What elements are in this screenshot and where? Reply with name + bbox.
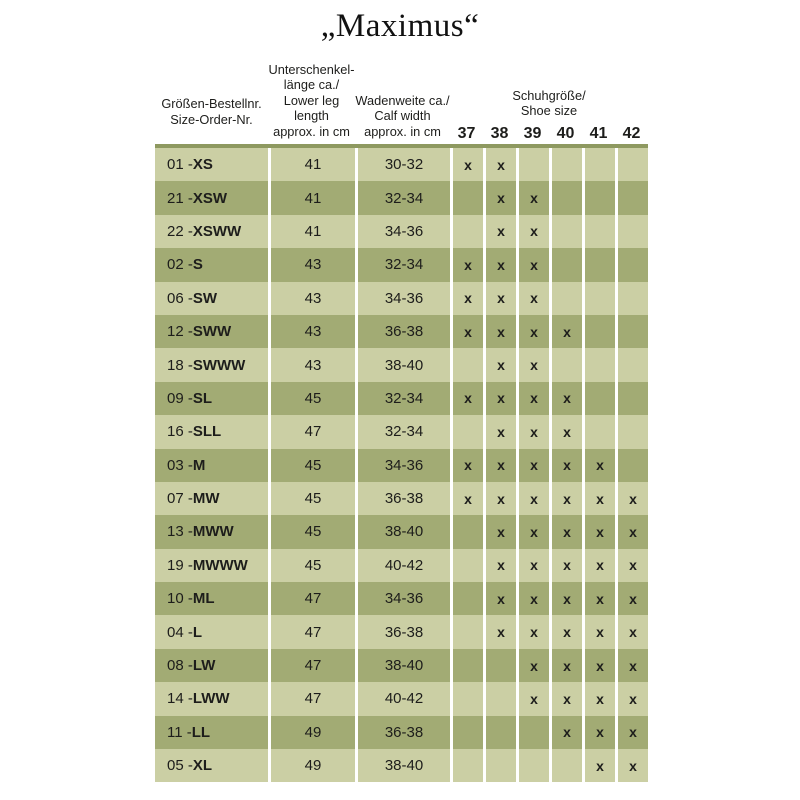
- calf-width-cell: 32-34: [355, 415, 450, 448]
- table-row: [155, 181, 648, 214]
- empty-shoe-cell: [450, 615, 483, 648]
- x-mark-cell: x: [516, 215, 549, 248]
- empty-shoe-cell: [582, 382, 615, 415]
- calf-width-cell: 34-36: [355, 449, 450, 482]
- x-mark-cell: x: [549, 549, 582, 582]
- leg-length-cell: 43: [268, 282, 355, 315]
- x-mark-cell: x: [516, 482, 549, 515]
- x-mark-cell: x: [549, 382, 582, 415]
- x-mark-cell: x: [549, 682, 582, 715]
- x-mark-cell: x: [483, 315, 516, 348]
- x-mark-cell: x: [549, 649, 582, 682]
- leg-length-cell: 43: [268, 248, 355, 281]
- shoe-size-38: 38: [490, 124, 509, 142]
- size-order-cell: [155, 482, 268, 515]
- size-code: MWWW: [192, 556, 248, 574]
- calf-width-cell: 36-38: [355, 482, 450, 515]
- calf-width-cell: 38-40: [355, 749, 450, 782]
- leg-length-cell: 47: [268, 615, 355, 648]
- empty-shoe-cell: [549, 248, 582, 281]
- calf-width-cell: 30-32: [355, 148, 450, 181]
- x-mark-cell: x: [582, 615, 615, 648]
- empty-shoe-cell: [450, 515, 483, 548]
- x-mark-cell: x: [516, 682, 549, 715]
- table-row: [155, 682, 648, 715]
- empty-shoe-cell: [582, 181, 615, 214]
- empty-shoe-cell: [615, 148, 648, 181]
- x-mark-cell: x: [483, 615, 516, 648]
- size-code: MWW: [192, 523, 234, 541]
- size-order-cell: [155, 449, 268, 482]
- table-header: [155, 60, 648, 144]
- x-mark-cell: x: [582, 582, 615, 615]
- empty-shoe-cell: [450, 415, 483, 448]
- calf-width-cell: 36-38: [355, 315, 450, 348]
- empty-shoe-cell: [582, 282, 615, 315]
- size-order-cell: [155, 382, 268, 415]
- x-mark-cell: x: [450, 148, 483, 181]
- table-row: [155, 415, 648, 448]
- empty-shoe-cell: [582, 348, 615, 381]
- empty-shoe-cell: [450, 215, 483, 248]
- size-code: XSWW: [192, 222, 242, 240]
- order-number: 05 -: [167, 757, 193, 775]
- order-number: 22 -: [167, 222, 193, 240]
- calf-width-cell: 40-42: [355, 682, 450, 715]
- calf-width-cell: 34-36: [355, 582, 450, 615]
- x-mark-cell: x: [516, 315, 549, 348]
- table-row: [155, 482, 648, 515]
- size-order-cell: [155, 215, 268, 248]
- empty-shoe-cell: [615, 282, 648, 315]
- order-number: 21 -: [167, 189, 193, 207]
- size-order-cell: [155, 348, 268, 381]
- x-mark-cell: x: [483, 582, 516, 615]
- column-header-shoe-size-group: [450, 88, 648, 145]
- size-order-cell: [155, 148, 268, 181]
- shoe-size-40: 40: [556, 124, 575, 142]
- x-mark-cell: x: [516, 382, 549, 415]
- order-number: 12 -: [167, 323, 193, 341]
- page-title: „Maximus“: [320, 8, 480, 44]
- empty-shoe-cell: [549, 348, 582, 381]
- table-row: [155, 348, 648, 381]
- x-mark-cell: x: [582, 482, 615, 515]
- size-order-cell: [155, 615, 268, 648]
- leg-length-cell: 47: [268, 582, 355, 615]
- column-header-size-order: Größen-Bestellnr. Size-Order-Nr.: [161, 96, 262, 127]
- leg-length-cell: 41: [268, 215, 355, 248]
- table-row: [155, 449, 648, 482]
- x-mark-cell: x: [483, 382, 516, 415]
- empty-shoe-cell: [516, 716, 549, 749]
- size-code: SW: [192, 289, 218, 307]
- empty-shoe-cell: [483, 716, 516, 749]
- calf-width-cell: 38-40: [355, 515, 450, 548]
- order-number: 03 -: [167, 456, 193, 474]
- empty-shoe-cell: [615, 348, 648, 381]
- x-mark-cell: x: [450, 282, 483, 315]
- order-number: 18 -: [167, 356, 193, 374]
- x-mark-cell: x: [582, 749, 615, 782]
- size-code: SLL: [192, 423, 222, 441]
- leg-length-cell: 45: [268, 549, 355, 582]
- x-mark-cell: x: [483, 549, 516, 582]
- table-row: [155, 282, 648, 315]
- leg-length-cell: 41: [268, 181, 355, 214]
- x-mark-cell: x: [516, 415, 549, 448]
- x-mark-cell: x: [516, 348, 549, 381]
- order-number: 04 -: [167, 623, 193, 641]
- x-mark-cell: x: [549, 449, 582, 482]
- empty-shoe-cell: [615, 181, 648, 214]
- shoe-size-label: Schuhgröße/ Shoe size: [512, 87, 586, 118]
- x-mark-cell: x: [483, 482, 516, 515]
- shoe-size-42: 42: [622, 124, 641, 142]
- x-mark-cell: x: [582, 682, 615, 715]
- column-header-lower-leg-length: Unterschenkel- länge ca./ Lower leg length approx. in cm: [268, 61, 355, 139]
- empty-shoe-cell: [549, 148, 582, 181]
- size-code: S: [192, 256, 203, 274]
- x-mark-cell: x: [483, 515, 516, 548]
- empty-shoe-cell: [450, 181, 483, 214]
- table-row: [155, 649, 648, 682]
- x-mark-cell: x: [450, 382, 483, 415]
- x-mark-cell: x: [549, 482, 582, 515]
- size-table-body: [155, 148, 648, 782]
- order-number: 02 -: [167, 256, 193, 274]
- size-code: MW: [192, 490, 220, 508]
- empty-shoe-cell: [450, 348, 483, 381]
- size-code: SL: [192, 389, 213, 407]
- leg-length-cell: 45: [268, 382, 355, 415]
- x-mark-cell: x: [450, 482, 483, 515]
- x-mark-cell: x: [450, 248, 483, 281]
- size-order-cell: [155, 282, 268, 315]
- size-order-cell: [155, 682, 268, 715]
- calf-width-cell: 34-36: [355, 282, 450, 315]
- order-number: 14 -: [167, 690, 193, 708]
- x-mark-cell: x: [450, 315, 483, 348]
- empty-shoe-cell: [582, 415, 615, 448]
- size-order-cell: [155, 248, 268, 281]
- size-order-cell: [155, 749, 268, 782]
- empty-shoe-cell: [549, 282, 582, 315]
- table-row: [155, 716, 648, 749]
- empty-shoe-cell: [582, 148, 615, 181]
- x-mark-cell: x: [483, 248, 516, 281]
- x-mark-cell: x: [582, 649, 615, 682]
- x-mark-cell: x: [582, 515, 615, 548]
- order-number: 06 -: [167, 289, 193, 307]
- empty-shoe-cell: [615, 215, 648, 248]
- order-number: 13 -: [167, 523, 193, 541]
- empty-shoe-cell: [450, 716, 483, 749]
- table-row: [155, 549, 648, 582]
- x-mark-cell: x: [516, 449, 549, 482]
- x-mark-cell: x: [615, 549, 648, 582]
- size-code: M: [192, 456, 206, 474]
- calf-width-cell: 40-42: [355, 549, 450, 582]
- leg-length-cell: 45: [268, 449, 355, 482]
- x-mark-cell: x: [483, 348, 516, 381]
- shoe-size-41: 41: [589, 124, 608, 142]
- leg-length-cell: 43: [268, 348, 355, 381]
- order-number: 09 -: [167, 389, 193, 407]
- empty-shoe-cell: [516, 148, 549, 181]
- x-mark-cell: x: [516, 582, 549, 615]
- empty-shoe-cell: [483, 682, 516, 715]
- x-mark-cell: x: [549, 415, 582, 448]
- size-order-cell: [155, 181, 268, 214]
- order-number: 16 -: [167, 423, 193, 441]
- size-order-cell: [155, 315, 268, 348]
- leg-length-cell: 47: [268, 649, 355, 682]
- leg-length-cell: 47: [268, 415, 355, 448]
- calf-width-cell: 38-40: [355, 649, 450, 682]
- x-mark-cell: x: [549, 582, 582, 615]
- leg-length-cell: 45: [268, 515, 355, 548]
- order-number: 01 -: [167, 156, 193, 174]
- size-code: XS: [192, 156, 213, 174]
- x-mark-cell: x: [549, 515, 582, 548]
- empty-shoe-cell: [450, 582, 483, 615]
- order-number: 11 -: [167, 723, 192, 741]
- x-mark-cell: x: [615, 515, 648, 548]
- empty-shoe-cell: [615, 382, 648, 415]
- x-mark-cell: x: [615, 615, 648, 648]
- empty-shoe-cell: [516, 749, 549, 782]
- x-mark-cell: x: [615, 749, 648, 782]
- calf-width-cell: 32-34: [355, 181, 450, 214]
- calf-width-cell: 32-34: [355, 382, 450, 415]
- empty-shoe-cell: [582, 215, 615, 248]
- table-row: [155, 515, 648, 548]
- shoe-size-37: 37: [457, 124, 476, 142]
- empty-shoe-cell: [450, 549, 483, 582]
- x-mark-cell: x: [615, 716, 648, 749]
- size-order-cell: [155, 549, 268, 582]
- empty-shoe-cell: [615, 248, 648, 281]
- leg-length-cell: 47: [268, 682, 355, 715]
- table-row: [155, 749, 648, 782]
- x-mark-cell: x: [483, 415, 516, 448]
- x-mark-cell: x: [516, 282, 549, 315]
- x-mark-cell: x: [516, 248, 549, 281]
- order-number: 08 -: [167, 657, 193, 675]
- order-number: 19 -: [167, 556, 193, 574]
- table-row: [155, 215, 648, 248]
- leg-length-cell: 43: [268, 315, 355, 348]
- size-code: LL: [191, 723, 211, 741]
- empty-shoe-cell: [549, 749, 582, 782]
- x-mark-cell: x: [582, 449, 615, 482]
- x-mark-cell: x: [516, 615, 549, 648]
- size-order-cell: [155, 415, 268, 448]
- x-mark-cell: x: [483, 148, 516, 181]
- x-mark-cell: x: [549, 615, 582, 648]
- calf-width-cell: 38-40: [355, 348, 450, 381]
- calf-width-cell: 34-36: [355, 215, 450, 248]
- empty-shoe-cell: [450, 682, 483, 715]
- order-number: 10 -: [167, 590, 193, 608]
- leg-length-cell: 41: [268, 148, 355, 181]
- size-order-cell: [155, 716, 268, 749]
- x-mark-cell: x: [516, 549, 549, 582]
- shoe-size-39: 39: [523, 124, 542, 142]
- shoe-size-numbers: [450, 126, 648, 145]
- table-row: [155, 315, 648, 348]
- size-code: XSW: [192, 189, 228, 207]
- empty-shoe-cell: [615, 315, 648, 348]
- empty-shoe-cell: [582, 248, 615, 281]
- x-mark-cell: x: [549, 315, 582, 348]
- empty-shoe-cell: [582, 315, 615, 348]
- size-code: ML: [192, 590, 215, 608]
- x-mark-cell: x: [582, 549, 615, 582]
- x-mark-cell: x: [516, 649, 549, 682]
- table-row: [155, 148, 648, 181]
- x-mark-cell: x: [615, 682, 648, 715]
- size-code: LWW: [192, 690, 230, 708]
- size-code: L: [192, 623, 203, 641]
- order-number: 07 -: [167, 490, 193, 508]
- empty-shoe-cell: [450, 749, 483, 782]
- calf-width-cell: 32-34: [355, 248, 450, 281]
- leg-length-cell: 45: [268, 482, 355, 515]
- x-mark-cell: x: [615, 649, 648, 682]
- table-row: [155, 382, 648, 415]
- leg-length-cell: 49: [268, 716, 355, 749]
- x-mark-cell: x: [483, 449, 516, 482]
- empty-shoe-cell: [483, 749, 516, 782]
- size-code: SWW: [192, 323, 232, 341]
- empty-shoe-cell: [549, 215, 582, 248]
- size-order-cell: [155, 515, 268, 548]
- x-mark-cell: x: [483, 282, 516, 315]
- table-row: [155, 248, 648, 281]
- size-order-cell: [155, 649, 268, 682]
- empty-shoe-cell: [450, 649, 483, 682]
- calf-width-cell: 36-38: [355, 615, 450, 648]
- x-mark-cell: x: [582, 716, 615, 749]
- empty-shoe-cell: [615, 415, 648, 448]
- empty-shoe-cell: [615, 449, 648, 482]
- leg-length-cell: 49: [268, 749, 355, 782]
- x-mark-cell: x: [516, 181, 549, 214]
- x-mark-cell: x: [483, 181, 516, 214]
- size-code: XL: [192, 757, 213, 775]
- size-code: SWWW: [192, 356, 246, 374]
- x-mark-cell: x: [615, 582, 648, 615]
- x-mark-cell: x: [516, 515, 549, 548]
- x-mark-cell: x: [615, 482, 648, 515]
- table-row: [155, 615, 648, 648]
- table-row: [155, 582, 648, 615]
- column-header-calf-width: Wadenweite ca./ Calf width approx. in cm: [355, 92, 450, 139]
- calf-width-cell: 36-38: [355, 716, 450, 749]
- size-order-cell: [155, 582, 268, 615]
- x-mark-cell: x: [549, 716, 582, 749]
- x-mark-cell: x: [450, 449, 483, 482]
- size-code: LW: [192, 657, 216, 675]
- x-mark-cell: x: [483, 215, 516, 248]
- empty-shoe-cell: [483, 649, 516, 682]
- empty-shoe-cell: [549, 181, 582, 214]
